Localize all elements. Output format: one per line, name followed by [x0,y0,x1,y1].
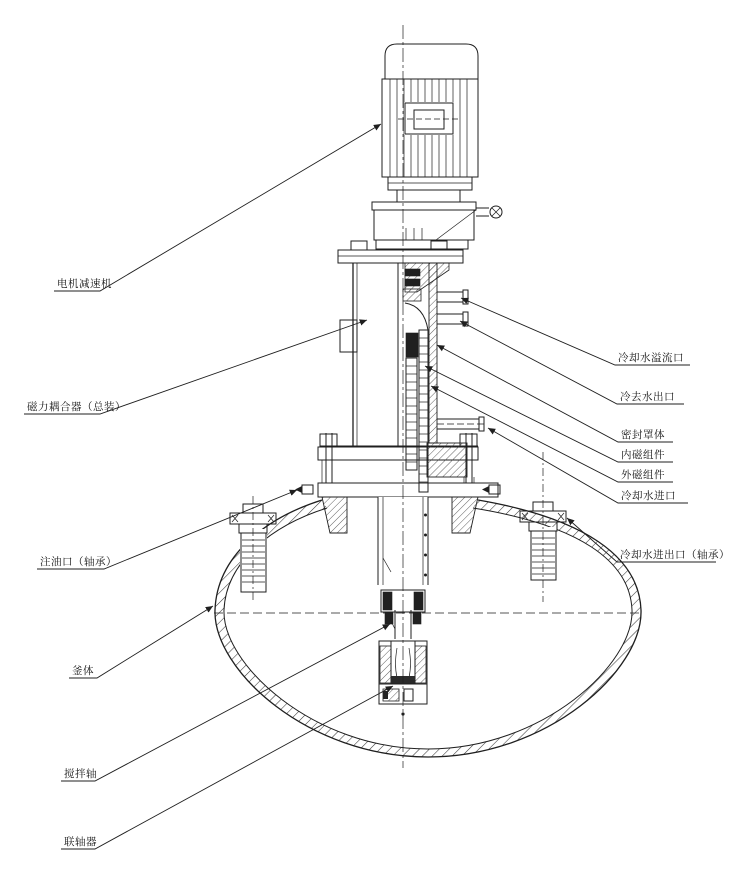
inner-magnet-hub [406,333,418,357]
vessel-neck-right [452,497,478,533]
flange-bolt-left [351,241,367,250]
oil-fill-fitting [295,485,313,494]
upper-bearing-block [403,289,421,301]
reducer-top-plate [372,202,476,210]
label-cooling-inlet: 冷却水进口 [621,490,676,502]
shell-bottom-flange [427,443,467,477]
motor-neck [397,190,460,202]
leader-magnetic-coupler [24,320,367,414]
flange-cone-section [405,263,449,292]
motor-cap [385,44,478,79]
label-shaft-coupling: 联轴器 [64,836,97,848]
motor-base-rim [388,177,472,190]
terminal-box-blank [404,102,454,135]
label-vessel-body: 釜体 [72,665,94,677]
shell-dome-curve [405,303,428,330]
reducer-base [376,240,468,249]
label-magnetic-coupler: 磁力耦合器（总装） [27,401,126,413]
label-containment-shell: 密封罩体 [621,429,665,441]
cooling-water-overflow-stub [437,290,468,304]
label-bearing-cooling: 冷却水进出口（轴承） [620,549,730,561]
flange-plate [338,250,463,263]
label-cooling-outlet: 冷去水出口 [620,391,675,403]
motor-reducer-unit [372,44,502,249]
label-inner-magnet: 内磁组件 [621,449,665,461]
cooling-water-outlet-stub [437,312,468,326]
upper-seal-ring-2 [405,279,420,286]
label-agitator-shaft: 搅拌轴 [64,768,97,780]
cooling-water-inlet-stub [437,417,487,431]
containment-shell-wall [429,263,437,443]
vessel-neck-left [322,497,347,533]
stud-bolt-left [320,433,337,483]
bearing-cooling-fitting [482,485,500,494]
vessel-nozzle-left [230,496,276,602]
upper-seal-ring [405,269,420,276]
inner-magnet-stack [406,358,417,470]
label-cooling-overflow: 冷却水溢流口 [618,352,684,364]
callouts [24,124,730,849]
label-oil-fill-port: 注油口（轴承） [40,556,117,568]
label-outer-magnet: 外磁组件 [621,469,665,481]
label-motor-reducer: 电机减速机 [57,278,112,290]
leader-motor-reducer [54,124,381,291]
reducer-input-shaft-eye [476,206,502,218]
vessel-nozzle-flange [318,483,498,497]
reducer-housing [374,210,474,240]
